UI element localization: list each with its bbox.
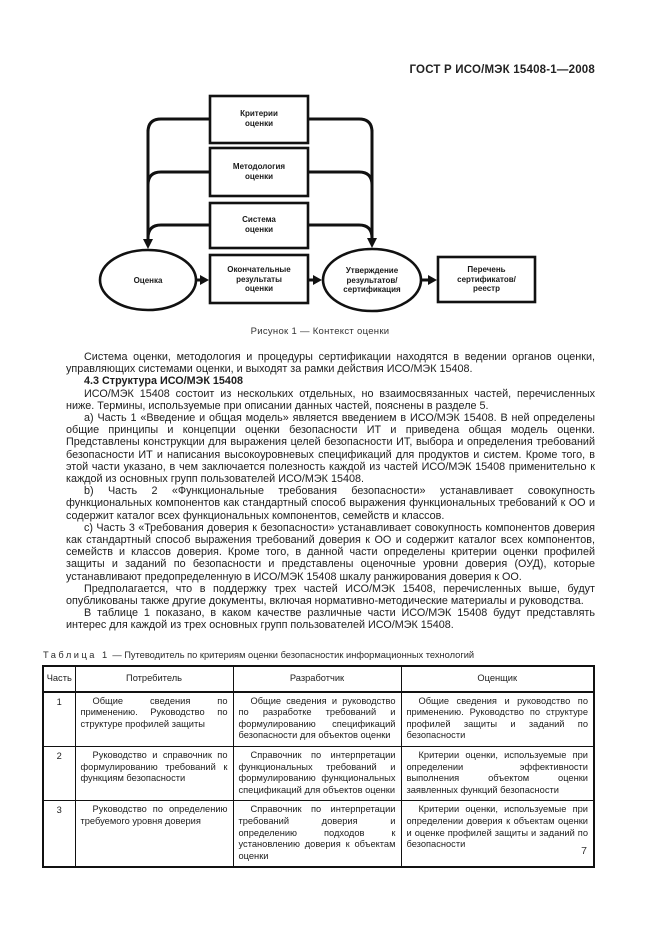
arrow-down-into-approval-icon: [367, 238, 377, 248]
table-row: [43, 746, 594, 800]
cell-consumer: Общие сведения по применению. Руководство по структуре профилей защиты: [75, 692, 233, 747]
arrow-right-to-register-icon: [428, 275, 437, 285]
list-item-a: a) Часть 1 «Введение и общая модель» является введением в ИСО/МЭК 15408. В ней определены общие принципы и концепции оценки безопасности ИТ и приведена общая модель оценки. Представлены конструкции для выражения целей безопасности ИТ, выбора и определения требований безопасности ИТ и написания высокоуровневых спецификаций для продуктов и систем. Кроме того, в этой части указано, в чем заключается полезность каждой из частей ИСО/МЭК 15408 применительно к каждой из основных групп пользователей ИСО/МЭК 15408.: [66, 412, 595, 486]
table-header-row: [43, 666, 594, 692]
label-line: реестр: [473, 284, 500, 293]
cell-developer: Справочник по интерпретации функциональных требований и формулированию функциональных спецификаций для объектов оценки: [233, 746, 401, 800]
label-line: сертификация: [343, 285, 401, 294]
standard-code-header: ГОСТ Р ИСО/МЭК 15408-1—2008: [409, 64, 595, 76]
table-caption: [43, 650, 595, 660]
cell-evaluator: Общие сведения и руководство по применению. Руководство по структуре профилей защиты и заданий по безопасности: [401, 692, 594, 747]
label-line: Перечень: [467, 265, 506, 274]
paragraph-intro: Система оценки, методология и процедуры сертификации находятся в ведении органов оценки, управляющих системами оценки, и выходят за рамки действия ИСО/МЭК 15408.: [66, 351, 595, 376]
label-line: Критерии: [240, 109, 278, 118]
label-line: оценки: [244, 224, 273, 234]
register-box-label: [438, 265, 535, 294]
list-item-c: c) Часть 3 «Требования доверия к безопасности» устанавливает совокупность компонентов доверия как стандартный способ выражения требований доверия к ОО и содержит каталог всех компонентов, семейств и классов доверия. Кроме того, в данной части определены критерии оценки профилей защиты и заданий по безопасности и представлены оценочные уровни доверия (ОУД), которые устанавливают предопределенную в ИСО/МЭК 15408 шкалу ранжирования доверия к ОО.: [66, 521, 595, 583]
label-line: оценки: [244, 171, 273, 181]
list-item-b: b) Часть 2 «Функциональные требования безопасности» устанавливает совокупность функциональных компонентов как стандартный способ выражения функциональных требований к ОО и содержит каталог всех функциональных компонентов, семейств и классов.: [66, 485, 595, 522]
table-row: [43, 801, 594, 867]
label-line: оценки: [244, 118, 273, 128]
column-header-evaluator: Оценщик: [401, 666, 594, 692]
column-header-consumer: Потребитель: [75, 666, 233, 692]
label-line: Методология: [232, 162, 286, 171]
paragraph-structure: ИСО/МЭК 15408 состоит из нескольких отдельных, но взаимосвязанных частей, перечисленных ниже. Термины, используемые при описании данных частей, пояснены в разделе 5.: [66, 387, 595, 412]
arrow-down-into-evaluation-icon: [143, 239, 153, 249]
cell-evaluator: Критерии оценки, используемые при определении доверия к объектам оценки и оценке профилей защиты и заданий по безопасности: [401, 801, 594, 867]
evaluation-oval-label: [100, 276, 196, 286]
methodology-box-label: [210, 162, 308, 181]
cell-consumer: Руководство по определению требуемого уровня доверия: [75, 801, 233, 867]
paragraph-table-intro: В таблице 1 показано, в каком качестве различные части ИСО/МЭК 15408 будут представлять интерес для каждой из трех основных групп пользователей ИСО/МЭК 15408.: [66, 607, 595, 632]
criteria-box-label: [210, 109, 308, 128]
paragraph-support-docs: Предполагается, что в поддержку трех частей ИСО/МЭК 15408, перечисленных выше, будут опубликованы также другие документы, включая нормативно-методические материалы и руководства.: [66, 582, 595, 608]
table-caption-label: Таблица 1: [43, 650, 110, 660]
table-caption-title: — Путеводитель по критериям оценки безопасностик информационных технологий: [112, 650, 475, 660]
cell-developer: Справочник по интерпретации требований доверия и определению подходов к установлению доверия к объектам оценки: [233, 801, 401, 867]
guide-table: [42, 665, 595, 868]
final-results-box-label: [210, 265, 308, 294]
label-line: результатов/: [346, 275, 398, 285]
section-heading-4-3: 4.3 Структура ИСО/МЭК 15408: [84, 375, 243, 388]
cell-consumer: Руководство и справочник по формулированию требований к функциям безопасности: [75, 746, 233, 800]
cell-part-number: 2: [43, 746, 75, 800]
arrow-right-to-results-icon: [200, 275, 209, 285]
cell-evaluator: Критерии оценки, используемые при определении эффективности выполнения объектом оценки заявленных функций безопасности: [401, 746, 594, 800]
evaluation-context-diagram: [60, 88, 560, 316]
table-row: [43, 692, 594, 747]
column-header-developer: Разработчик: [233, 666, 401, 692]
page-number: 7: [581, 845, 587, 857]
label-line: Окончательные: [227, 265, 291, 274]
cell-part-number: 1: [43, 692, 75, 747]
arrow-right-to-approval-icon: [313, 275, 322, 285]
label-line: Оценка: [133, 276, 163, 285]
label-line: Система: [242, 215, 276, 224]
label-line: результаты: [236, 274, 282, 284]
label-line: оценки: [244, 284, 273, 293]
cell-part-number: 3: [43, 801, 75, 867]
column-header-part: Часть: [43, 666, 75, 692]
body-text-block: [66, 351, 595, 632]
cell-developer: Общие сведения и руководство по разработке требований и формулированию спецификаций безопасности для объектов оценки: [233, 692, 401, 747]
label-line: сертификатов/: [457, 274, 516, 284]
label-line: Утверждение: [345, 266, 399, 275]
approval-oval-label: [324, 266, 420, 295]
scheme-box-label: [210, 215, 308, 234]
figure-caption: Рисунок 1 — Контекст оценки: [250, 326, 390, 337]
